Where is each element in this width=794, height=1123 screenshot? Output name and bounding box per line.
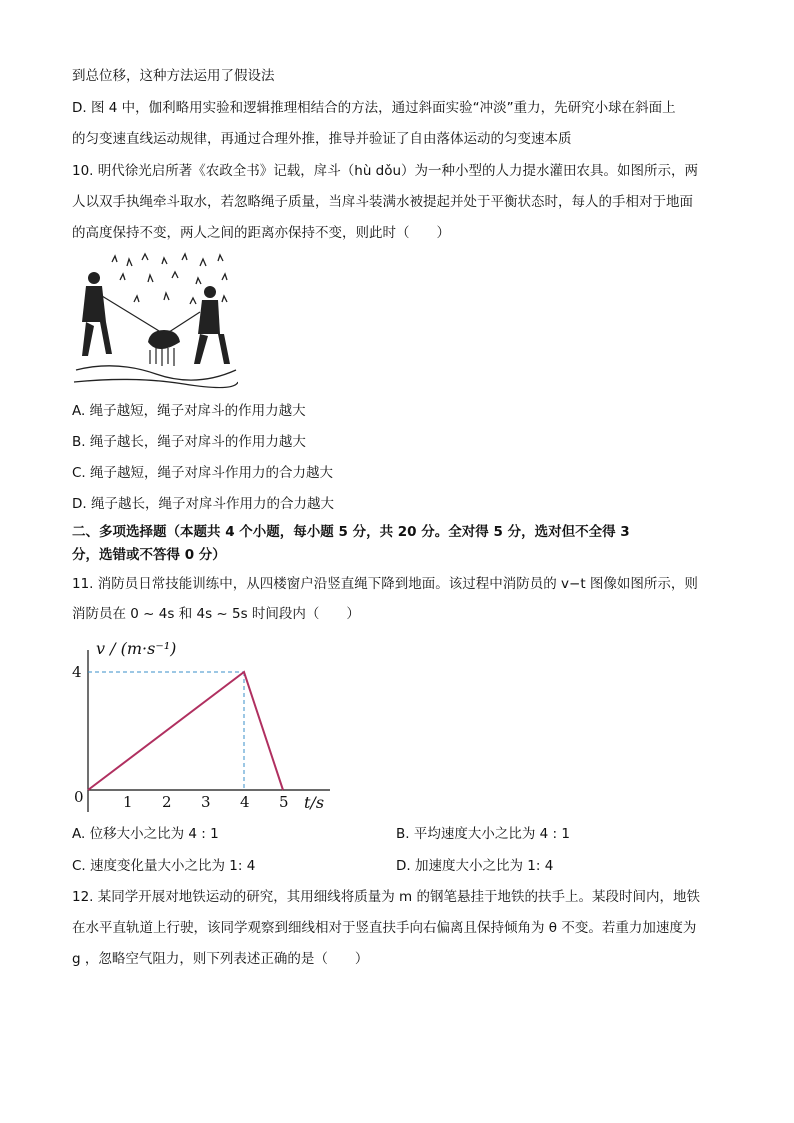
question-12-line: 12. 某同学开展对地铁运动的研究，其用细线将质量为 m 的钢笔悬挂于地铁的扶手上。某段时间内，地铁 — [72, 889, 700, 905]
question-12-line: 在水平直轨道上行驶，该同学观察到细线相对于竖直扶手向右偏离且保持倾角为 θ 不变。若重力加速度为 — [72, 920, 697, 936]
q11-option-d: D. 加速度大小之比为 1: 4 — [396, 858, 554, 874]
y-tick-label: 4 — [72, 663, 82, 681]
x-tick-label: 1 — [123, 793, 133, 811]
woodcut-illustration — [72, 252, 238, 390]
question-11-line: 消防员在 0 ~ 4s 和 4s ~ 5s 时间段内（ ） — [72, 606, 360, 622]
option-d: D. 绳子越长，绳子对戽斗作用力的合力越大 — [72, 496, 334, 512]
q11-option-b: B. 平均速度大小之比为 4 : 1 — [396, 826, 570, 842]
section-heading: 二、多项选择题（本题共 4 个小题，每小题 5 分，共 20 分。全对得 5 分，选对但不全得 3 — [72, 524, 630, 540]
question-11-line: 11. 消防员日常技能训练中，从四楼窗户沿竖直绳下降到地面。该过程中消防员的 v−t 图像如图所示，则 — [72, 576, 698, 592]
x-axis-label: t/s — [304, 793, 325, 812]
vt-chart — [68, 632, 338, 812]
q11-option-c: C. 速度变化量大小之比为 1: 4 — [72, 858, 256, 874]
text-line: D. 图 4 中，伽利略用实验和逻辑推理相结合的方法，通过斜面实验“冲淡”重力，先研究小球在斜面上 — [72, 100, 676, 116]
text-line: 到总位移，这种方法运用了假设法 — [72, 68, 275, 84]
y-axis-label: v / (m·s⁻¹) — [96, 639, 177, 658]
question-10-line: 的高度保持不变，两人之间的距离亦保持不变，则此时（ ） — [72, 225, 450, 241]
section-heading: 分，选错或不答得 0 分） — [72, 547, 226, 563]
x-tick-label: 3 — [201, 793, 211, 811]
x-tick-label: 4 — [240, 793, 250, 811]
question-10-line: 10. 明代徐光启所著《农政全书》记载，戽斗（hù dǒu）为一种小型的人力提水灌田农具。如图所示，两 — [72, 163, 699, 179]
x-tick-label: 5 — [279, 793, 289, 811]
question-12-line: g ，忽略空气阻力，则下列表述正确的是（ ） — [72, 951, 369, 967]
option-c: C. 绳子越短，绳子对戽斗作用力的合力越大 — [72, 465, 334, 481]
option-b: B. 绳子越长，绳子对戽斗的作用力越大 — [72, 434, 306, 450]
x-tick-label: 2 — [162, 793, 172, 811]
question-10-line: 人以双手执绳牵斗取水，若忽略绳子质量，当戽斗装满水被提起并处于平衡状态时，每人的手相对于地面 — [72, 194, 693, 210]
q11-option-a: A. 位移大小之比为 4 : 1 — [72, 826, 219, 842]
text-line: 的匀变速直线运动规律，再通过合理外推，推导并验证了自由落体运动的匀变速本质 — [72, 131, 572, 147]
origin-label: 0 — [74, 788, 84, 806]
series-line — [88, 672, 283, 790]
option-a: A. 绳子越短，绳子对戽斗的作用力越大 — [72, 403, 306, 419]
